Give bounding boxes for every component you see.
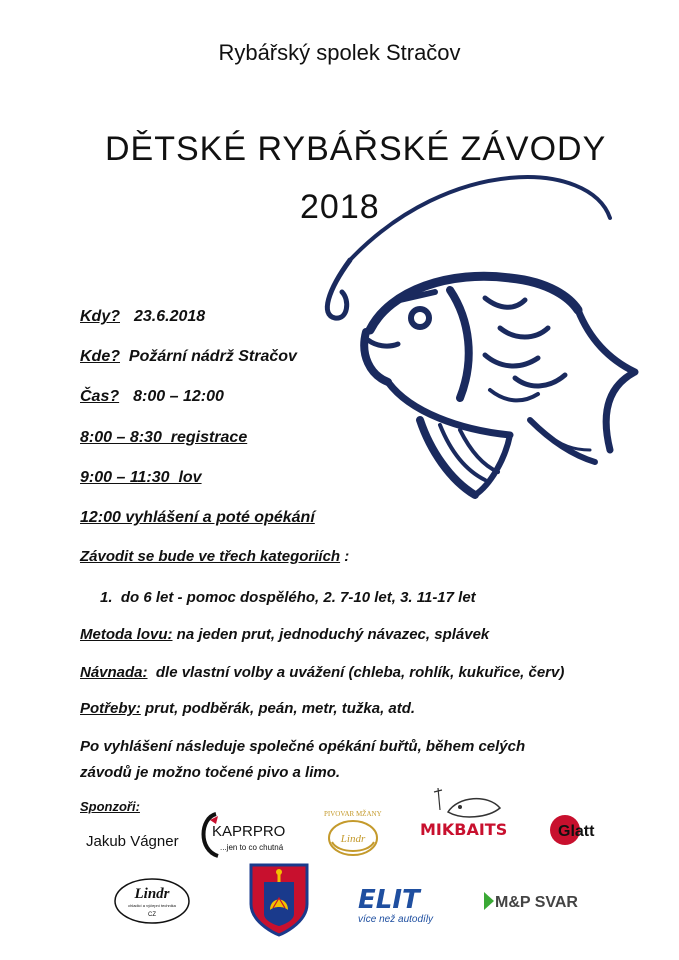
needs-label: Potřeby:	[80, 700, 141, 717]
lindr-name: Lindr	[134, 886, 170, 902]
pivovar-name: PIVOVAR MŽANY	[324, 810, 382, 818]
stracov-coat-of-arms	[248, 862, 310, 938]
categories-heading: Závodit se bude ve třech kategoriích	[80, 548, 341, 565]
event-year: 2018	[300, 188, 380, 226]
needs-value: prut, podběrák, peán, metr, tužka, atd.	[145, 700, 416, 717]
schedule-fishing: 9:00 – 11:30 lov	[80, 469, 202, 486]
time-label: Čas?	[80, 388, 120, 405]
bait-value: dle vlastní volby a uvážení (chleba, rohlík, kukuřice, červ)	[155, 664, 565, 681]
categories-colon: :	[344, 548, 350, 565]
when-line	[80, 308, 205, 326]
sponsor-mikbaits-logo	[418, 782, 522, 840]
event-title: DĚTSKÉ RYBÁŘSKÉ ZÁVODY	[105, 130, 607, 168]
categories-list: 1. do 6 let - pomoc dospělého, 2. 7-10 let, 3. 11-17 let	[100, 589, 476, 606]
lindr-subtitle: chladicí a výčepní technika	[128, 903, 176, 908]
categories-heading-line	[80, 548, 349, 565]
method-line	[80, 626, 489, 643]
sponsors-label: Sponzoři:	[80, 799, 140, 814]
time-value: 8:00 – 12:00	[133, 388, 224, 405]
needs-line	[80, 700, 415, 717]
sponsor-kaprpro-logo	[196, 810, 311, 860]
fish-hook-illustration	[310, 150, 650, 510]
organization-name: Rybářský spolek Stračov	[218, 40, 461, 65]
where-line	[80, 348, 297, 366]
kaprpro-name: KAPRPRO	[212, 823, 286, 840]
when-value: 23.6.2018	[134, 308, 206, 325]
closing-line-1: Po vyhlášení následuje společné opékání buřtů, během celých	[80, 738, 526, 755]
where-label: Kde?	[80, 348, 120, 365]
sponsor-glatt-logo	[548, 812, 618, 848]
pivovar-lindr: Lindr	[340, 833, 366, 845]
elit-tagline: více než autodíly	[358, 914, 434, 925]
sponsor-mp-svar-logo	[482, 888, 592, 914]
sponsor-lindr-logo	[112, 876, 192, 926]
mikbaits-name: MIKBAITS	[420, 820, 508, 839]
kaprpro-tagline: ...jen to co chutná	[220, 843, 284, 852]
schedule-registration: 8:00 – 8:30 registrace	[80, 429, 248, 446]
where-value: Požární nádrž Stračov	[128, 348, 297, 365]
glatt-name: Glatt	[558, 823, 595, 840]
mp-svar-name: M&P SVAR	[495, 894, 578, 911]
method-label: Metoda lovu:	[80, 626, 173, 643]
closing-line-2: závodů je možno točené pivo a limo.	[80, 764, 341, 781]
sponsor-pivovar-mzany-logo	[318, 806, 388, 864]
bait-label: Návnada:	[80, 664, 148, 681]
sponsor-elit-logo	[354, 882, 454, 926]
bait-line	[80, 664, 564, 681]
elit-name: ELIT	[358, 885, 420, 915]
time-line	[80, 388, 224, 406]
method-value: na jeden prut, jednoduchý návazec, splávek	[176, 626, 490, 643]
when-label: Kdy?	[80, 308, 120, 325]
schedule-awards: 12:00 vyhlášení a poté opékání	[80, 509, 315, 526]
sponsor-jakub-vagner: Jakub Vágner	[86, 833, 179, 850]
lindr-cz: CZ	[148, 912, 156, 918]
